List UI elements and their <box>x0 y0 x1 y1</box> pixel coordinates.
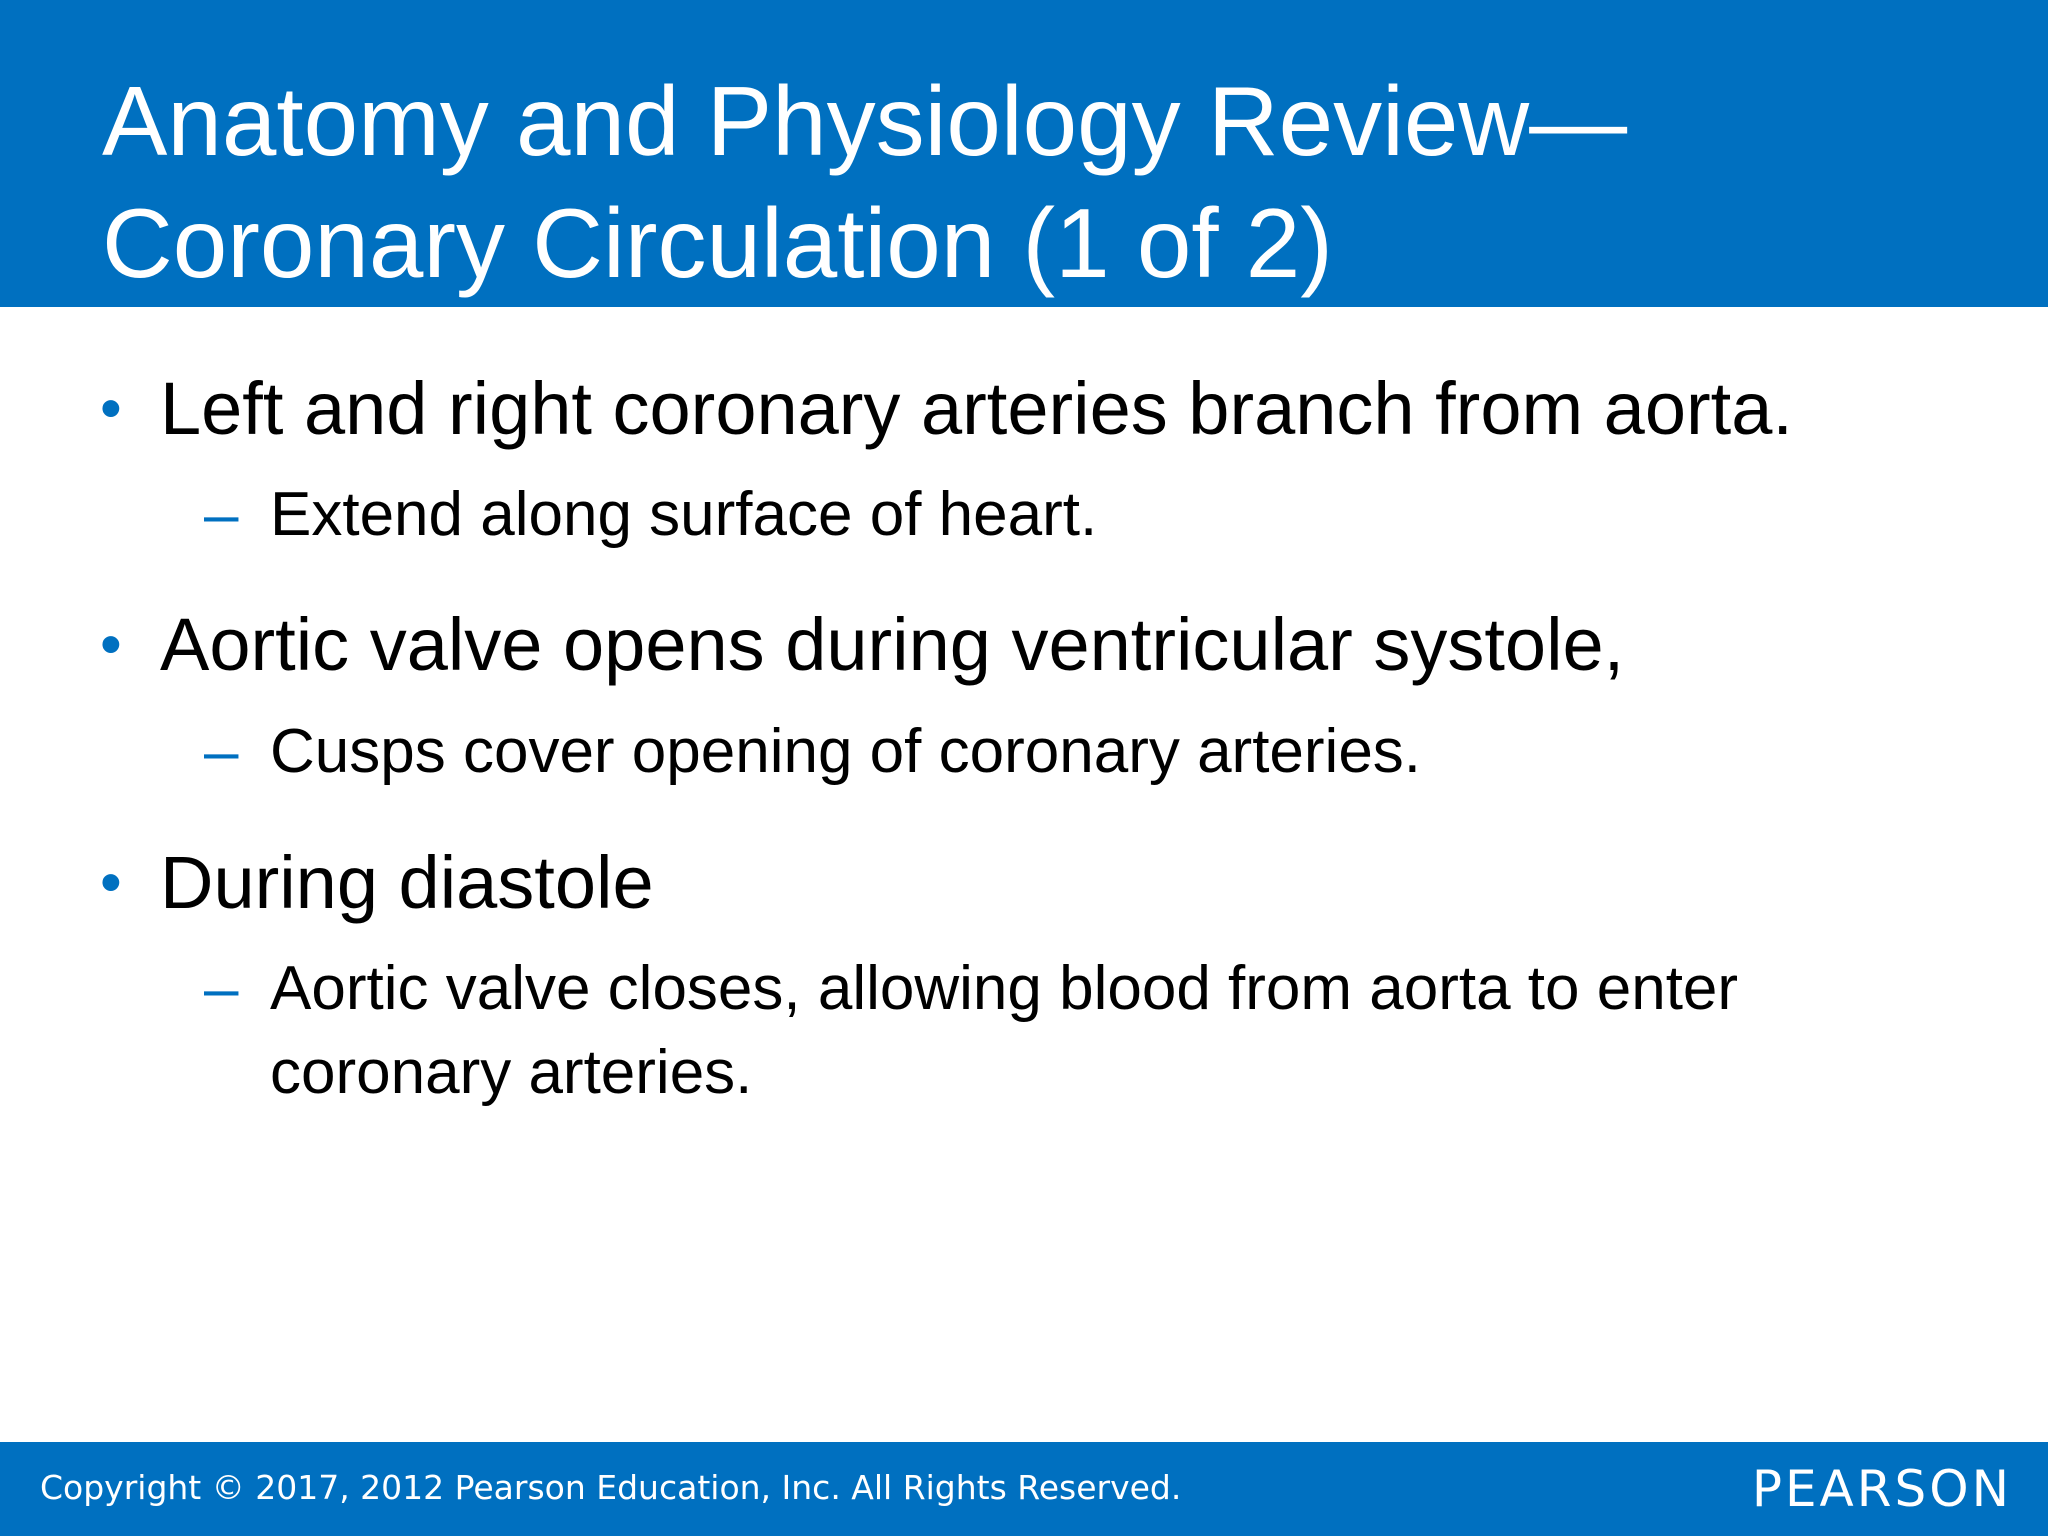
sub-bullet-mark: – <box>204 954 239 1023</box>
bullet-mark: • <box>100 610 122 679</box>
bullet-text: Aortic valve opens during ventricular systole, <box>160 603 1625 686</box>
pearson-logo: PEARSON <box>1751 1460 2012 1518</box>
sub-bullet-text: Aortic valve closes, allowing blood from aorta to enter <box>270 954 1739 1023</box>
sub-bullet-text: Extend along surface of heart. <box>270 480 1098 549</box>
sub-bullet-text-continued: coronary arteries. <box>270 1038 753 1107</box>
bullet-mark: • <box>100 374 122 443</box>
bullet-mark: • <box>100 848 122 917</box>
title-bar <box>0 0 2048 307</box>
footer-bar <box>0 1442 2048 1536</box>
sub-bullet-mark: – <box>204 480 239 549</box>
slide-title <box>102 60 1627 304</box>
slide-title-line-2: Coronary Circulation (1 of 2) <box>102 188 1333 298</box>
sub-bullet-mark: – <box>204 717 239 786</box>
sub-bullet-text: Cusps cover opening of coronary arteries. <box>270 717 1422 786</box>
slide-title-line-1: Anatomy and Physiology Review— <box>102 66 1628 176</box>
bullet-text: Left and right coronary arteries branch from aorta. <box>160 367 1793 450</box>
bullet-text: During diastole <box>160 841 654 924</box>
copyright-text: Copyright © 2017, 2012 Pearson Education, Inc. All Rights Reserved. <box>40 1468 1182 1507</box>
